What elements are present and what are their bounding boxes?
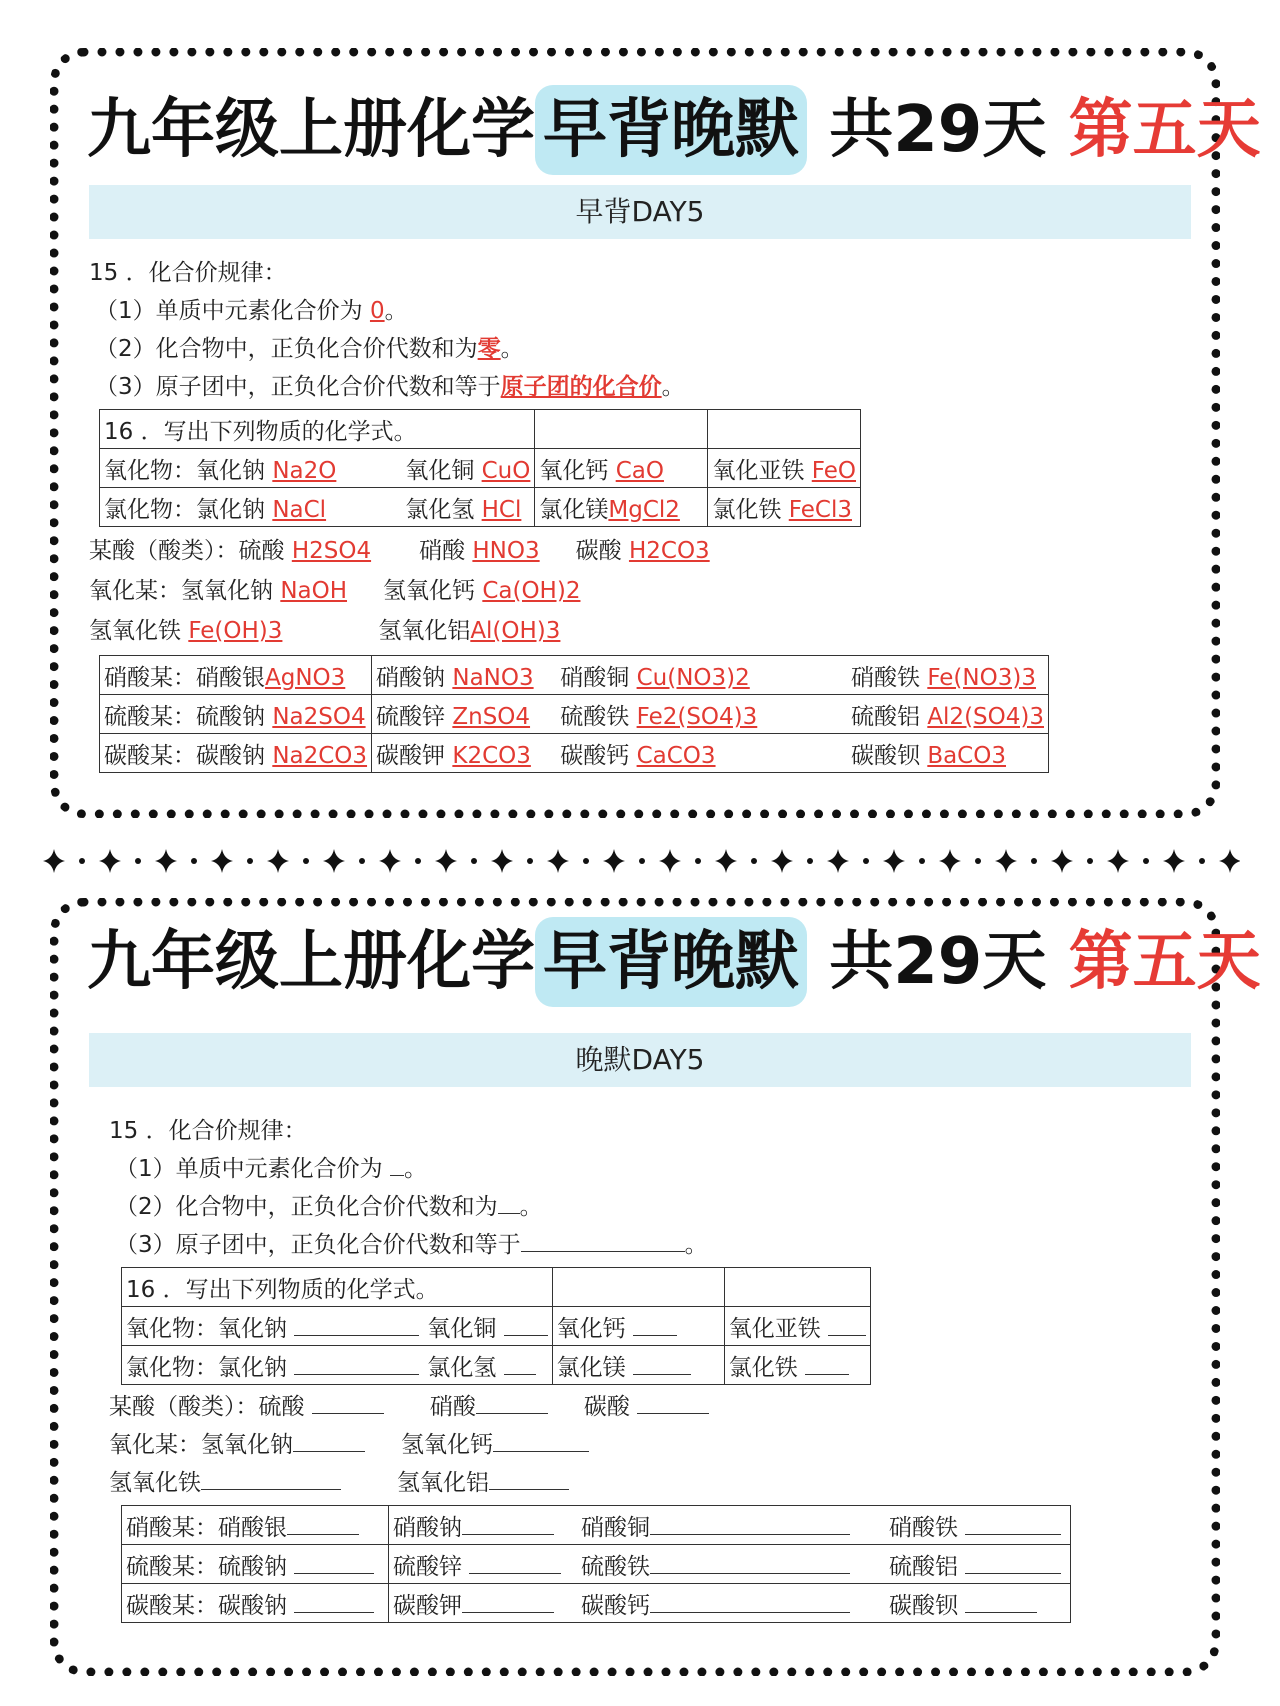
dot-icon [1087, 858, 1093, 864]
formula-table-1: 16 ．写出下列物质的化学式。 氧化物：氧化钠 氧化铜 氧化钙 氧化亚铁 氯化物：氯化钠 氯化氢 氯化镁 氯化铁 [121, 1267, 871, 1385]
fill-blank[interactable] [650, 1590, 850, 1613]
title-method: 早背晚默 [535, 85, 807, 175]
dot-icon [191, 858, 197, 864]
base-row-2: 氢氧化铁 Fe(OH)3 氢氧化铝Al(OH)3 [89, 618, 561, 644]
question-16: 16 ．写出下列物质的化学式。 [100, 410, 535, 449]
page-title [87, 917, 1261, 1007]
rule-3: （3）原子团中，正负化合价代数和等于 。 [115, 1229, 708, 1261]
fill-blank[interactable] [469, 1551, 561, 1574]
fill-blank[interactable] [294, 1551, 374, 1574]
dot-icon [919, 858, 925, 864]
morning-card [50, 48, 1261, 818]
answer: 0 [369, 298, 385, 324]
answer: 零 [477, 336, 501, 362]
section-banner: 晚默DAY5 [89, 1033, 1191, 1087]
fill-blank[interactable] [201, 1467, 341, 1490]
dot-icon [1031, 858, 1037, 864]
dot-icon [751, 858, 757, 864]
star-icon [155, 849, 177, 873]
dot-icon [247, 858, 253, 864]
star-icon [1163, 849, 1185, 873]
dot-icon [807, 858, 813, 864]
acid-row: 某酸（酸类）：硫酸 H2SO4 硝酸 HNO3 碳酸 H2CO3 [89, 538, 710, 564]
sparkle-divider [40, 846, 1240, 876]
dot-icon [359, 858, 365, 864]
title-day: 第五天 [1068, 93, 1261, 167]
star-icon [827, 849, 849, 873]
fill-blank[interactable] [965, 1551, 1061, 1574]
dot-icon [639, 858, 645, 864]
question-15: 15 ．化合价规律： [89, 260, 287, 286]
base-row-1: 氧化某：氢氧化钠 NaOH 氢氧化钙 Ca(OH)2 [89, 578, 581, 604]
rule-1: （1）单质中元素化合价为 。 [115, 1153, 427, 1185]
star-icon [43, 849, 65, 873]
dot-icon [583, 858, 589, 864]
rule-1: （1）单质中元素化合价为 0。 [95, 298, 408, 324]
section-banner: 早背DAY5 [89, 185, 1191, 239]
fill-blank[interactable] [287, 1512, 359, 1535]
star-icon [1051, 849, 1073, 873]
star-icon [323, 849, 345, 873]
question-16: 16 ．写出下列物质的化学式。 [122, 1268, 553, 1307]
fill-blank[interactable] [965, 1512, 1061, 1535]
dot-icon [863, 858, 869, 864]
title-grade: 九年级上册 [87, 93, 407, 167]
star-icon [939, 849, 961, 873]
title-method: 早背晚默 [535, 917, 807, 1007]
fill-blank[interactable] [462, 1512, 554, 1535]
star-icon [883, 849, 905, 873]
acid-row: 某酸（酸类）：硫酸 硝酸 碳酸 [109, 1391, 709, 1423]
rule-2: （2）化合物中，正负化合价代数和为零。 [95, 336, 524, 362]
formula-table-2: 硝酸某：硝酸银AgNO3 硝酸钠 NaNO3 硝酸铜 Cu(NO3)2 硝酸铁 Fe(NO3)3 硫酸某：硫酸钠 Na2SO4 硫酸锌 ZnSO4 硫酸铁 Fe2(SO4)3 硫酸铝 Al2(SO4)3 碳酸某：碳酸钠 Na2CO3 碳酸钾 K2CO3 碳酸钙 CaCO3 碳酸钡 BaCO3 [99, 655, 1049, 773]
star-icon [715, 849, 737, 873]
star-icon [99, 849, 121, 873]
star-icon [1219, 849, 1240, 873]
fill-blank[interactable] [390, 1153, 404, 1176]
fill-blank[interactable] [462, 1590, 554, 1613]
dot-icon [135, 858, 141, 864]
formula-table-2: 硝酸某：硝酸银 硝酸钠 硝酸铜 硝酸铁 硫酸某：硫酸钠 硫酸锌 硫酸铁 硫酸铝 碳酸某：碳酸钠 碳酸钾 碳酸钙 碳酸钡 [121, 1505, 1071, 1623]
star-icon [771, 849, 793, 873]
fill-blank[interactable] [493, 1429, 589, 1452]
fill-blank[interactable] [294, 1313, 419, 1336]
dot-icon [415, 858, 421, 864]
dot-icon [471, 858, 477, 864]
fill-blank[interactable] [504, 1352, 536, 1375]
fill-blank[interactable] [498, 1191, 520, 1214]
fill-blank[interactable] [294, 1352, 419, 1375]
star-icon [603, 849, 625, 873]
star-icon [211, 849, 233, 873]
title-subject: 化学 [407, 917, 535, 1007]
fill-blank[interactable] [476, 1391, 548, 1414]
rule-2: （2）化合物中，正负化合价代数和为 。 [115, 1191, 543, 1223]
dot-icon [695, 858, 701, 864]
fill-blank[interactable] [633, 1352, 691, 1375]
dot-icon [527, 858, 533, 864]
dot-icon [303, 858, 309, 864]
answer: 原子团的化合价 [500, 374, 662, 400]
base-row-1: 氧化某：氢氧化钠 氢氧化钙 [109, 1429, 589, 1461]
fill-blank[interactable] [633, 1313, 677, 1336]
title-duration: 共29天 [807, 925, 1069, 999]
star-icon [491, 849, 513, 873]
title-grade: 九年级上册 [87, 925, 407, 999]
title-day: 第五天 [1068, 925, 1261, 999]
fill-blank[interactable] [965, 1590, 1037, 1613]
question-15: 15 ．化合价规律： [109, 1118, 307, 1144]
rule-3: （3）原子团中，正负化合价代数和等于原子团的化合价。 [95, 374, 685, 400]
fill-blank[interactable] [312, 1391, 384, 1414]
fill-blank[interactable] [637, 1391, 709, 1414]
star-icon [995, 849, 1017, 873]
formula-table-1: 16 ．写出下列物质的化学式。 氧化物：氧化钠 Na2O 氧化铜 CuO 氧化钙 CaO 氧化亚铁 FeO 氯化物：氯化钠 NaCl 氯化氢 HCl 氯化镁MgCl2 氯化铁 FeCl3 [99, 409, 861, 527]
dot-icon [1199, 858, 1205, 864]
fill-blank[interactable] [828, 1313, 866, 1336]
fill-blank[interactable] [650, 1551, 850, 1574]
evening-card [50, 898, 1261, 1676]
fill-blank[interactable] [293, 1429, 365, 1452]
title-duration: 共29天 [807, 93, 1069, 167]
star-icon [547, 849, 569, 873]
star-icon [435, 849, 457, 873]
fill-blank[interactable] [489, 1467, 569, 1490]
star-icon [267, 849, 289, 873]
dot-icon [79, 858, 85, 864]
fill-blank[interactable] [504, 1313, 548, 1336]
base-row-2: 氢氧化铁 氢氧化铝 [109, 1467, 569, 1499]
star-icon [659, 849, 681, 873]
dot-icon [1143, 858, 1149, 864]
fill-blank[interactable] [805, 1352, 849, 1375]
page-title [87, 85, 1261, 175]
star-icon [1107, 849, 1129, 873]
fill-blank[interactable] [521, 1229, 685, 1252]
fill-blank[interactable] [650, 1512, 850, 1535]
star-icon [379, 849, 401, 873]
fill-blank[interactable] [294, 1590, 374, 1613]
title-subject: 化学 [407, 85, 535, 175]
dot-icon [975, 858, 981, 864]
